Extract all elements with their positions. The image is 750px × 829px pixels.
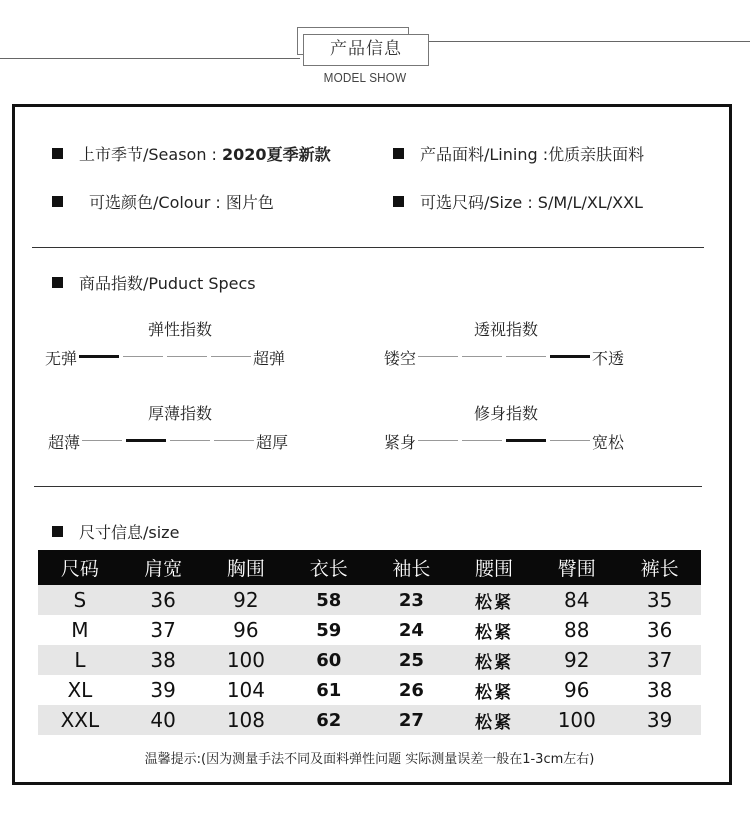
- header-waist: 腰围: [453, 550, 536, 585]
- size-text: 可选尺码/Size : S/M/L/XL/XXL: [420, 193, 643, 212]
- table-header-row: [38, 550, 701, 585]
- scale-segment: [126, 439, 166, 442]
- table-row: [38, 645, 701, 675]
- header-sleeve: 袖长: [370, 550, 453, 585]
- scale-thickness: [48, 430, 288, 453]
- lining-text: 产品面料/Lining :优质亲肤面料: [420, 145, 645, 164]
- specs-title-text: 商品指数/Puduct Specs: [79, 274, 256, 293]
- table-cell: 84: [535, 585, 618, 615]
- table-cell: 92: [535, 645, 618, 675]
- table-cell: 92: [204, 585, 287, 615]
- scale-left-label: 无弹: [45, 349, 78, 368]
- table-cell: XL: [38, 675, 122, 705]
- table-cell: 100: [204, 645, 287, 675]
- scale-segment: [79, 355, 119, 358]
- scale-right-label: 超弹: [253, 349, 286, 368]
- table-cell: 37: [122, 615, 205, 645]
- specs-section-title: [52, 271, 256, 294]
- table-cell: 36: [122, 585, 205, 615]
- scale-right-label: 超厚: [256, 433, 289, 452]
- header-size: 尺码: [38, 550, 122, 585]
- header-shoulder: 肩宽: [122, 550, 205, 585]
- scale-fit: [384, 430, 624, 453]
- table-cell: 松紧: [453, 645, 536, 675]
- table-cell: 松紧: [453, 615, 536, 645]
- page-title: 产品信息: [330, 39, 402, 59]
- scale-title-transparency: 透视指数: [473, 320, 538, 339]
- bullet-square-icon: [52, 526, 63, 537]
- header-pants-length: 裤长: [618, 550, 701, 585]
- size-title-text: 尺寸信息/size: [79, 523, 180, 542]
- header-line-left: [0, 58, 300, 59]
- table-cell: 27: [370, 705, 453, 735]
- table-cell: 25: [370, 645, 453, 675]
- table-row: [38, 675, 701, 705]
- table-cell: 104: [204, 675, 287, 705]
- table-row: [38, 705, 701, 735]
- scale-title-elasticity: 弹性指数: [147, 320, 212, 339]
- scale-segment: [170, 440, 210, 441]
- table-cell: 松紧: [453, 675, 536, 705]
- scale-segment: [550, 440, 590, 441]
- header-bust: 胸围: [204, 550, 287, 585]
- scale-left-label: 镂空: [384, 349, 417, 368]
- table-cell: 61: [287, 675, 370, 705]
- divider: [34, 486, 702, 487]
- scale-segment: [82, 440, 122, 441]
- table-row: [38, 585, 701, 615]
- table-cell: 39: [122, 675, 205, 705]
- table-cell: 松紧: [453, 705, 536, 735]
- table-cell: 59: [287, 615, 370, 645]
- table-cell: S: [38, 585, 122, 615]
- table-cell: L: [38, 645, 122, 675]
- table-cell: 40: [122, 705, 205, 735]
- scale-segment: [418, 356, 458, 357]
- scale-left-label: 紧身: [384, 433, 417, 452]
- table-cell: 37: [618, 645, 701, 675]
- scale-segment: [211, 356, 251, 357]
- header-line-right: [408, 41, 750, 42]
- table-cell: 108: [204, 705, 287, 735]
- header-hip: 臀围: [535, 550, 618, 585]
- table-row: [38, 615, 701, 645]
- header-length: 衣长: [287, 550, 370, 585]
- scale-segment: [462, 440, 502, 441]
- table-cell: 35: [618, 585, 701, 615]
- bullet-square-icon: [393, 148, 404, 159]
- scale-segment: [123, 356, 163, 357]
- divider: [32, 247, 704, 248]
- scale-segment: [418, 440, 458, 441]
- measurement-note: 温馨提示:(因为测量手法不同及面料弹性问题 实际测量误差一般在1-3cm左右): [144, 752, 595, 767]
- scale-elasticity: [45, 346, 285, 369]
- season-value: 2020夏季新款: [222, 145, 331, 164]
- table-cell: 38: [618, 675, 701, 705]
- table-cell: 62: [287, 705, 370, 735]
- scale-segment: [506, 356, 546, 357]
- table-cell: 58: [287, 585, 370, 615]
- page-subtitle: MODEL SHOW: [323, 70, 407, 85]
- scale-segment: [462, 356, 502, 357]
- table-cell: XXL: [38, 705, 122, 735]
- scale-right-label: 不透: [592, 349, 625, 368]
- size-info: [393, 190, 643, 213]
- table-cell: 松紧: [453, 585, 536, 615]
- scale-segment: [214, 440, 254, 441]
- table-cell: M: [38, 615, 122, 645]
- bullet-square-icon: [52, 277, 63, 288]
- table-cell: 96: [535, 675, 618, 705]
- table-cell: 26: [370, 675, 453, 705]
- table-cell: 96: [204, 615, 287, 645]
- table-cell: 100: [535, 705, 618, 735]
- table-cell: 23: [370, 585, 453, 615]
- scale-transparency: [384, 346, 624, 369]
- scale-segment: [550, 355, 590, 358]
- table-cell: 60: [287, 645, 370, 675]
- colour-text: 可选颜色/Colour : 图片色: [89, 193, 274, 212]
- scale-left-label: 超薄: [48, 433, 81, 452]
- bullet-square-icon: [52, 148, 63, 159]
- bullet-square-icon: [393, 196, 404, 207]
- colour-info: [52, 190, 274, 213]
- season-label: 上市季节/Season :: [79, 145, 223, 164]
- size-section-title: [52, 520, 179, 543]
- size-table: [38, 550, 701, 735]
- scale-segment: [167, 356, 207, 357]
- table-cell: 88: [535, 615, 618, 645]
- table-cell: 39: [618, 705, 701, 735]
- scale-title-fit: 修身指数: [473, 404, 538, 423]
- table-cell: 24: [370, 615, 453, 645]
- scale-segment: [506, 439, 546, 442]
- scale-right-label: 宽松: [592, 433, 625, 452]
- table-cell: 38: [122, 645, 205, 675]
- lining-info: [393, 142, 644, 165]
- table-cell: 36: [618, 615, 701, 645]
- season-info: [52, 142, 331, 165]
- bullet-square-icon: [52, 196, 63, 207]
- scale-title-thickness: 厚薄指数: [147, 404, 212, 423]
